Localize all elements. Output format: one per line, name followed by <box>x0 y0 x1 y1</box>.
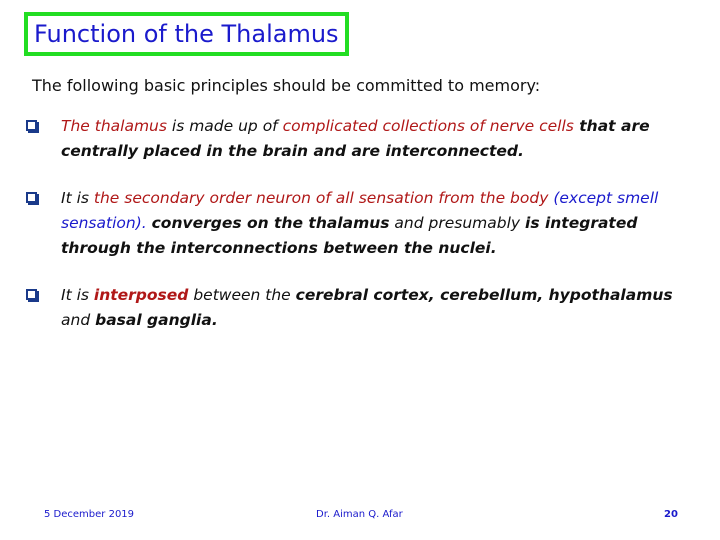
bullet-text: It is interposed between the cerebral cortex, cerebellum, hypothalamus and basal ganglia. <box>61 286 673 329</box>
slide-title-box <box>24 12 349 56</box>
checkbox-bullet-icon <box>26 192 37 203</box>
bullet-text: The thalamus is made up of complicated collections of nerve cells that are centrally placed in the brain and are interconnected. <box>61 117 650 160</box>
slide-title: Function of the Thalamus <box>34 20 339 48</box>
checkbox-bullet-icon <box>26 289 37 300</box>
checkbox-bullet-icon <box>26 120 37 131</box>
footer-author: Dr. Aiman Q. Afar <box>316 509 403 520</box>
bullet-list <box>26 114 696 355</box>
bullet-text: It is the secondary order neuron of all sensation from the body (except smell sensation). converges on the thalamus and presumably is integrated through the interconnections between the nuclei. <box>61 189 659 257</box>
page-number: 20 <box>664 509 678 520</box>
bullet-item-1 <box>26 114 696 164</box>
footer-date: 5 December 2019 <box>44 509 135 520</box>
intro-text: The following basic principles should be committed to memory: <box>32 76 541 95</box>
bullet-item-3 <box>26 283 696 333</box>
bullet-item-2 <box>26 186 696 261</box>
